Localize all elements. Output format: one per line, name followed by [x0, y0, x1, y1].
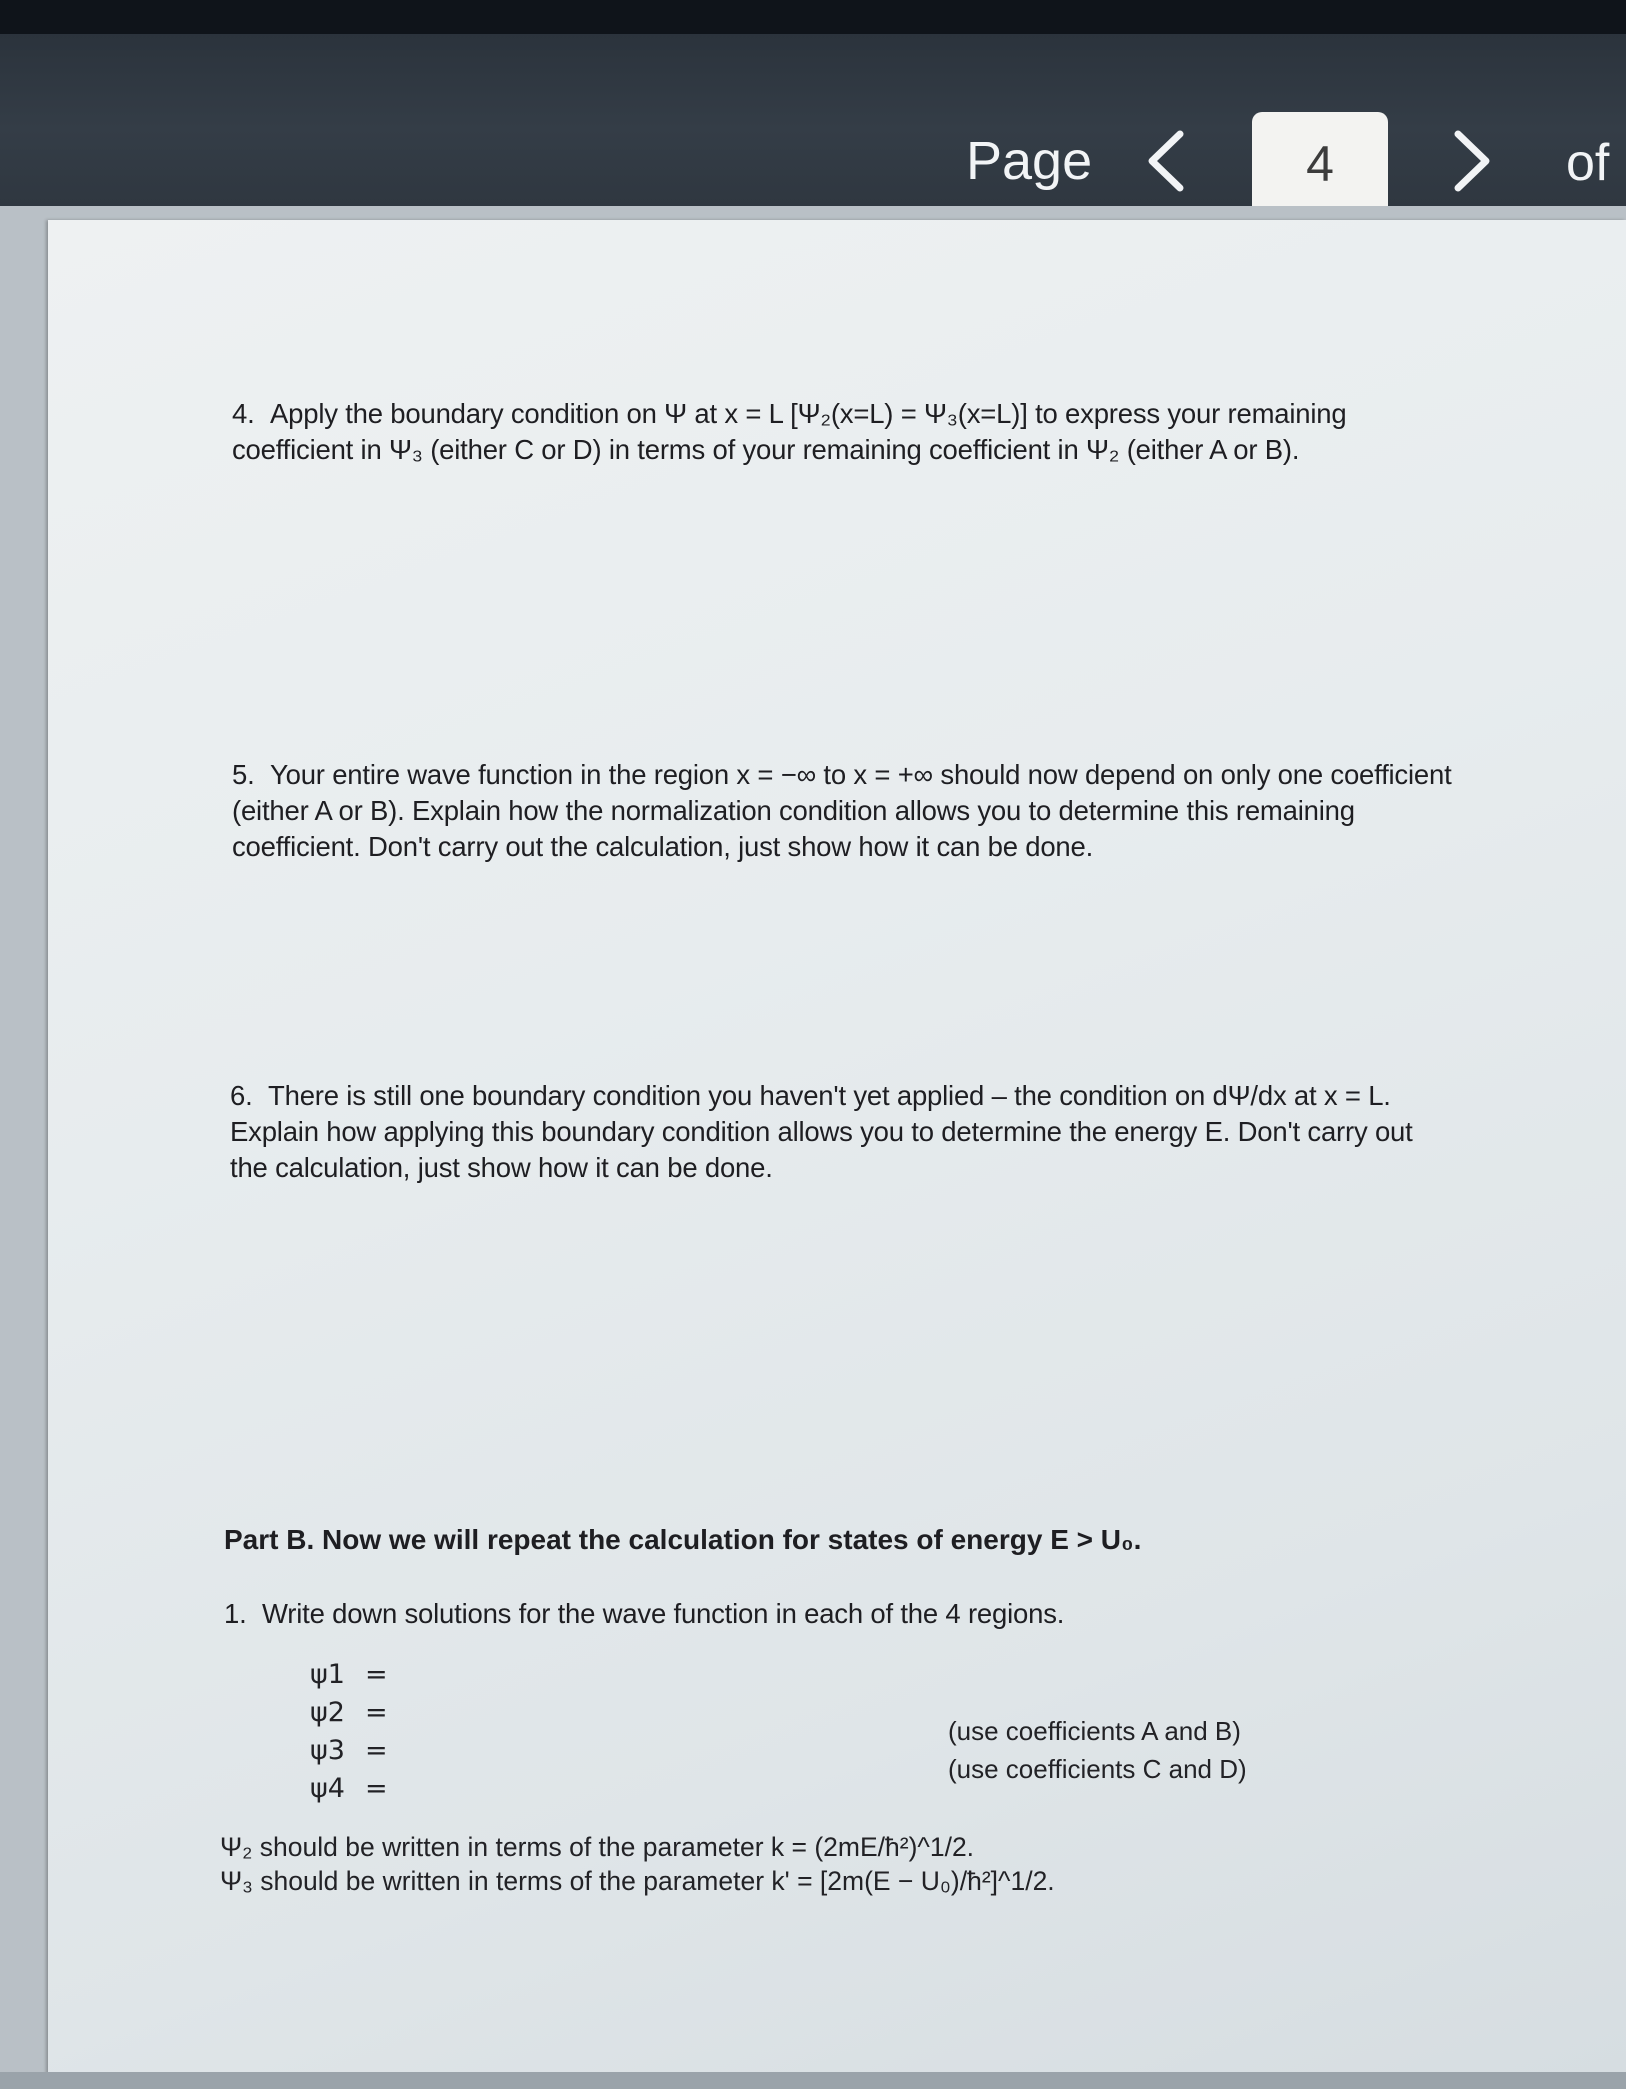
equals-sign: = — [365, 1773, 388, 1804]
psi-label: ψ4 — [310, 1773, 345, 1804]
document-viewport[interactable] — [0, 206, 1626, 2089]
next-page-button[interactable] — [1438, 122, 1508, 200]
question-text: Write down solutions for the wave function in each of the 4 regions. — [262, 1598, 1065, 1629]
question-6 — [230, 1078, 1450, 1186]
psi-row — [310, 1770, 510, 1808]
question-number: 1. — [224, 1598, 247, 1629]
psi-label: ψ3 — [310, 1735, 345, 1766]
psi-list — [310, 1656, 510, 1808]
page-label: Page — [966, 131, 1093, 191]
question-number: 6. — [230, 1080, 253, 1111]
question-text: Apply the boundary condition on Ψ at x = L [Ψ₂(x=L) = Ψ₃(x=L)] to express your remaining coefficient in Ψ₃ (either C or D) in terms of your remaining coefficient in Ψ₂ (either A or B). — [232, 398, 1347, 465]
previous-page-button[interactable] — [1130, 122, 1200, 200]
psi-row — [310, 1732, 510, 1770]
parameter-k-prime-note: Ψ₃ should be written in terms of the parameter k' = [2m(E − U₀)/ħ²]^1/2. — [220, 1866, 1055, 1896]
chevron-right-icon — [1450, 128, 1496, 194]
equals-sign: = — [365, 1697, 388, 1728]
question-4 — [232, 396, 1452, 468]
psi-row — [310, 1656, 510, 1694]
screen-bottom-edge — [0, 2072, 1626, 2089]
question-5 — [232, 757, 1452, 865]
screen-bezel — [0, 0, 1626, 34]
page-count-label: of — [1566, 134, 1610, 192]
page-number-input[interactable] — [1252, 112, 1388, 216]
hint-coefficients-cd: (use coefficients C and D) — [948, 1754, 1247, 1784]
psi-label: ψ1 — [310, 1659, 345, 1690]
question-text: There is still one boundary condition you haven't yet applied – the condition on dΨ/dx at x = L. Explain how applying this boundary condition allows you to determine the energy E. Don't carry out the calculation, just show how it can be done. — [230, 1080, 1413, 1183]
psi-label: ψ2 — [310, 1697, 345, 1728]
equals-sign: = — [365, 1735, 388, 1766]
pdf-toolbar — [0, 34, 1626, 208]
question-number: 4. — [232, 398, 255, 429]
psi-row — [310, 1694, 510, 1732]
part-b-question-1 — [224, 1596, 1424, 1632]
hint-coefficients-ab: (use coefficients A and B) — [948, 1716, 1241, 1746]
part-b-heading: Part B. Now we will repeat the calculation for states of energy E > U₀. — [224, 1524, 1142, 1555]
equals-sign: = — [365, 1659, 388, 1690]
parameter-k-note: Ψ₂ should be written in terms of the parameter k = (2mE/ħ²)^1/2. — [220, 1832, 975, 1862]
question-text: Your entire wave function in the region x = −∞ to x = +∞ should now depend on only one coefficient (either A or B). Explain how the normalization condition allows you to determine this remaining coefficient. Don't carry out the calculation, just show how it can be done. — [232, 759, 1452, 862]
question-number: 5. — [232, 759, 255, 790]
chevron-left-icon — [1142, 128, 1188, 194]
